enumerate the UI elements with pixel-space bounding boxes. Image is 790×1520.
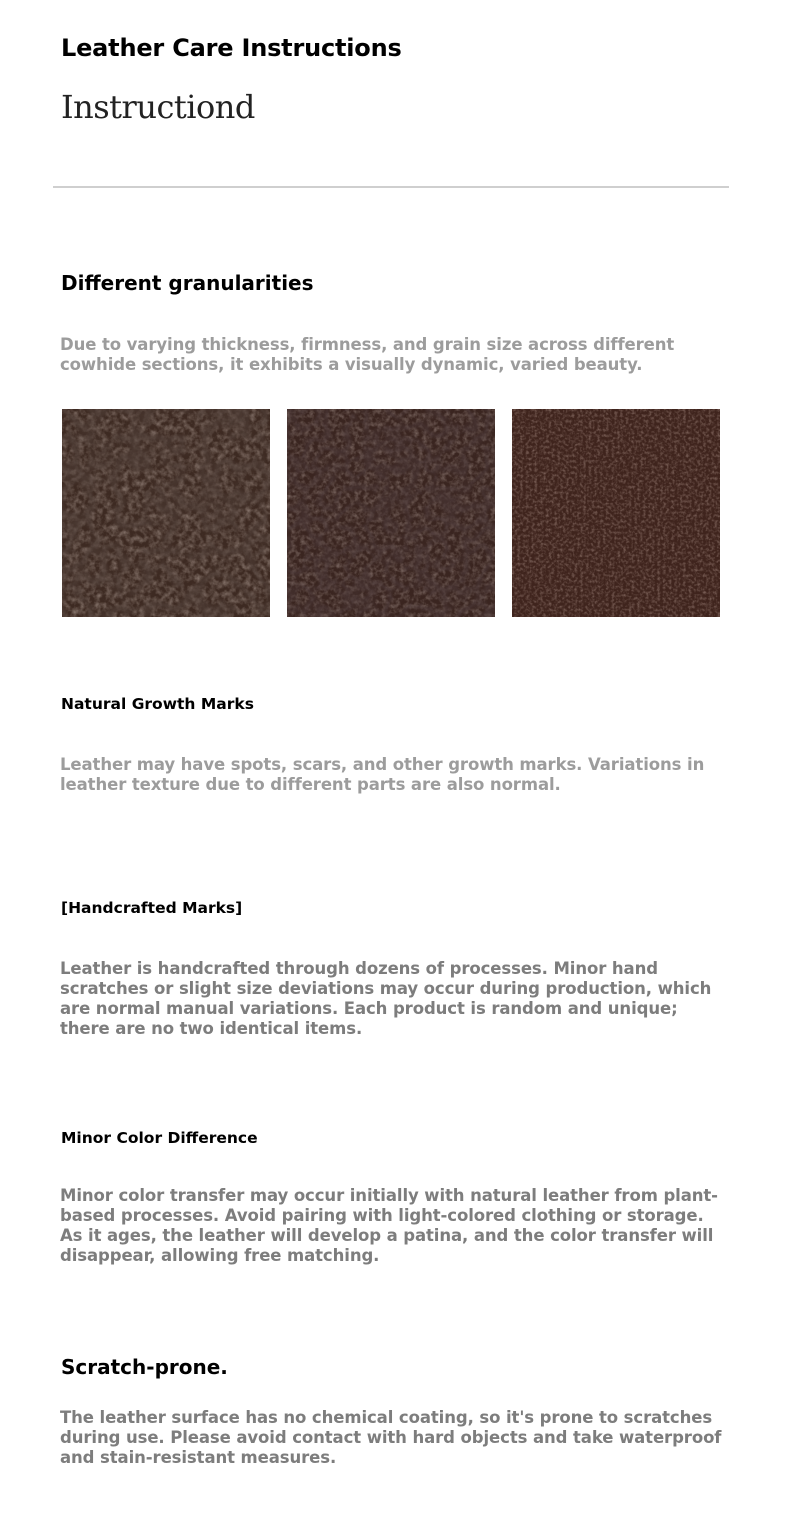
leather-swatch-3 (512, 409, 720, 617)
leather-swatch-1 (62, 409, 270, 617)
section-text-handcrafted: Leather is handcrafted through dozens of processes. Minor hand scratches or slight size deviations may occur during production, which are normal manual variations. Each product is random and unique; there are no two identical items. (60, 959, 712, 1038)
section-heading-color-difference: Minor Color Difference (61, 1129, 258, 1147)
section-heading-scratch-prone: Scratch-prone. (61, 1355, 228, 1379)
divider (53, 186, 729, 188)
page-subtitle: Instructiond (61, 88, 255, 126)
section-text-granularities: Due to varying thickness, firmness, and grain size across different cowhide sections, it exhibits a visually dynamic, varied beauty. (60, 335, 675, 374)
section-text-color-difference: Minor color transfer may occur initially with natural leather from plant-based processes. Avoid pairing with light-colored clothing or storage. As it ages, the leather will develop a patina, and the color transfer will disappear, allowing free matching. (60, 1186, 718, 1265)
section-heading-handcrafted: [Handcrafted Marks] (61, 899, 243, 917)
section-text-growth-marks: Leather may have spots, scars, and other growth marks. Variations in leather texture due to different parts are also normal. (60, 755, 705, 794)
section-heading-growth-marks: Natural Growth Marks (61, 695, 254, 713)
section-text-scratch-prone: The leather surface has no chemical coating, so it's prone to scratches during use. Please avoid contact with hard objects and take waterproof and stain-resistant measures. (60, 1408, 722, 1467)
section-heading-granularities: Different granularities (61, 271, 314, 295)
page-title: Leather Care Instructions (61, 34, 402, 62)
leather-swatch-2 (287, 409, 495, 617)
